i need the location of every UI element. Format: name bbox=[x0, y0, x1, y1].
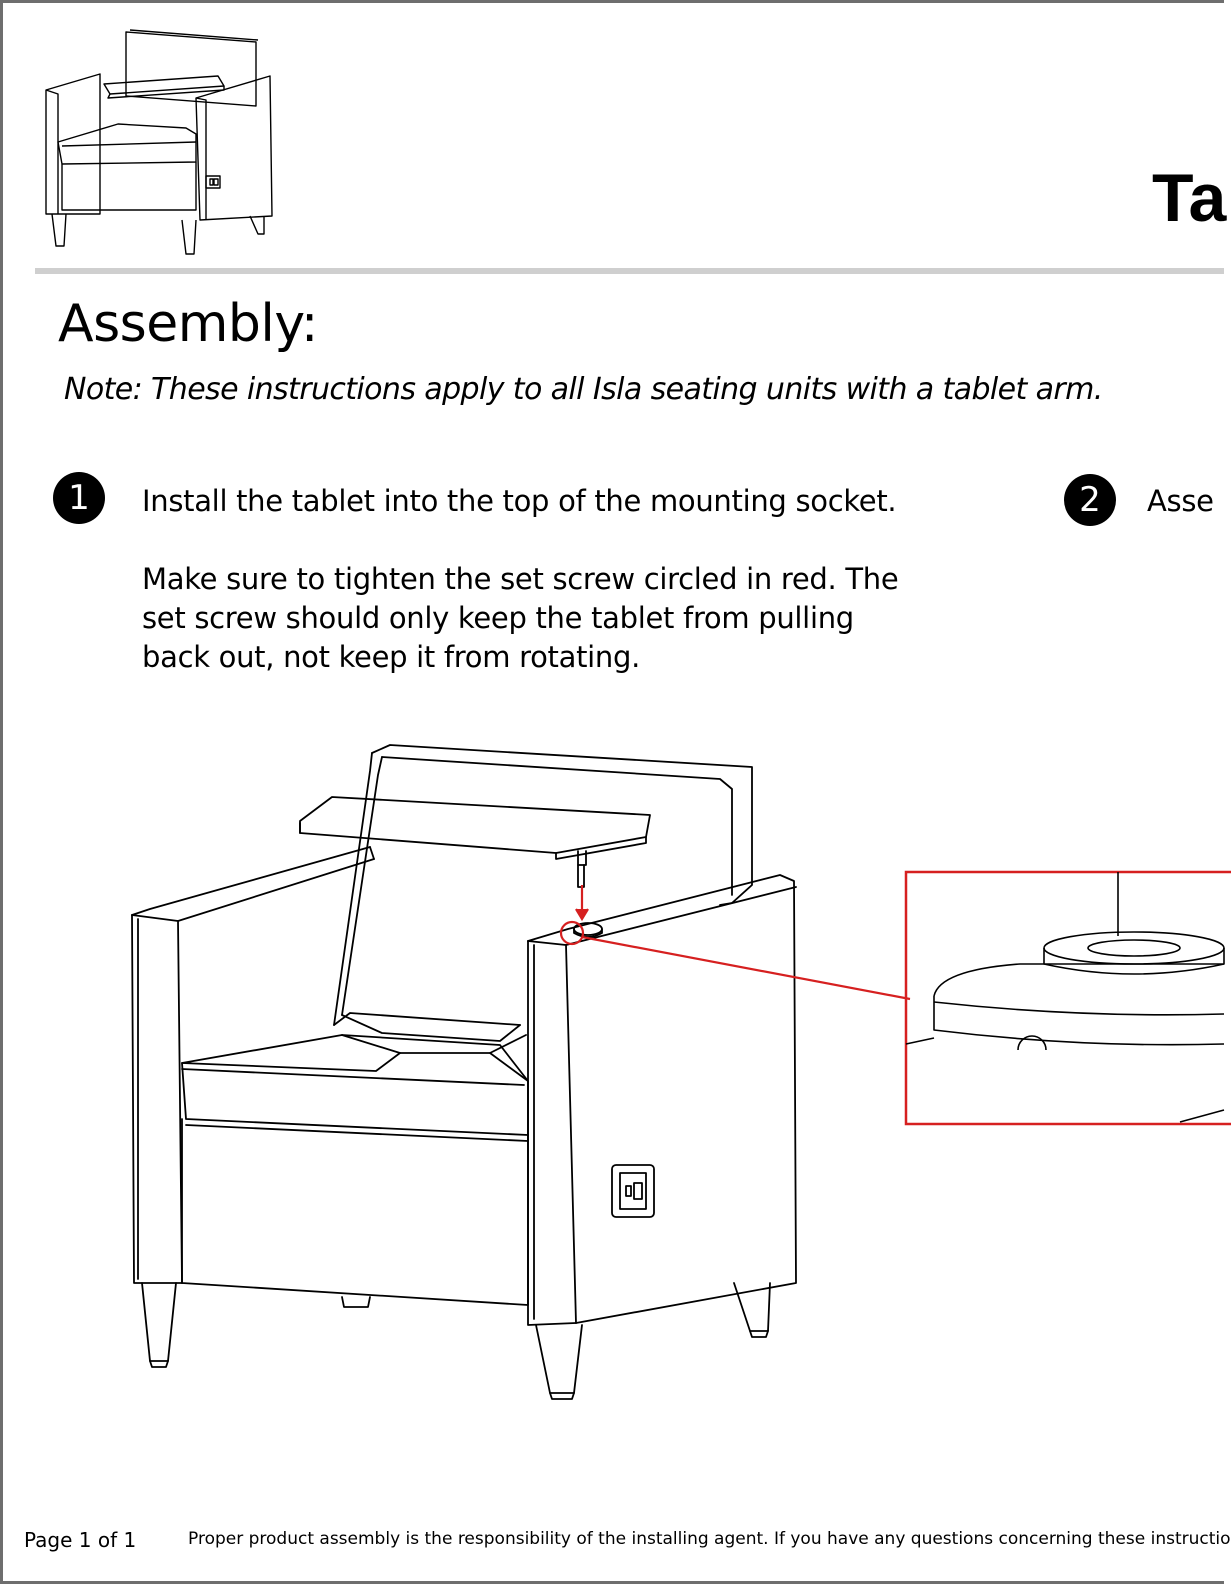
step-1-line-3: set screw should only keep the tablet from pulling bbox=[142, 601, 854, 635]
section-heading: Assembly: bbox=[58, 294, 318, 354]
section-note: Note: These instructions apply to all Isla seating units with a tablet arm. bbox=[64, 372, 1103, 407]
step-2-number-badge: 2 bbox=[1064, 474, 1116, 526]
step-1-line-2: Make sure to tighten the set screw circled in red. The bbox=[142, 562, 899, 596]
step-1-line-1: Install the tablet into the top of the mounting socket. bbox=[142, 484, 897, 518]
footer-disclaimer: Proper product assembly is the responsibility of the installing agent. If you have any questions concerning these instructio bbox=[188, 1529, 1231, 1549]
chair-thumbnail-illustration bbox=[38, 24, 284, 264]
header-divider bbox=[35, 268, 1224, 274]
document-title: Ta bbox=[1152, 160, 1227, 236]
step-1-line-4: back out, not keep it from rotating. bbox=[142, 640, 641, 674]
step-1-number-badge: 1 bbox=[53, 472, 105, 524]
page-number: Page 1 of 1 bbox=[24, 1528, 137, 1552]
set-screw-detail-callout bbox=[560, 860, 1224, 1130]
step-2-text: Asse bbox=[1147, 484, 1214, 518]
